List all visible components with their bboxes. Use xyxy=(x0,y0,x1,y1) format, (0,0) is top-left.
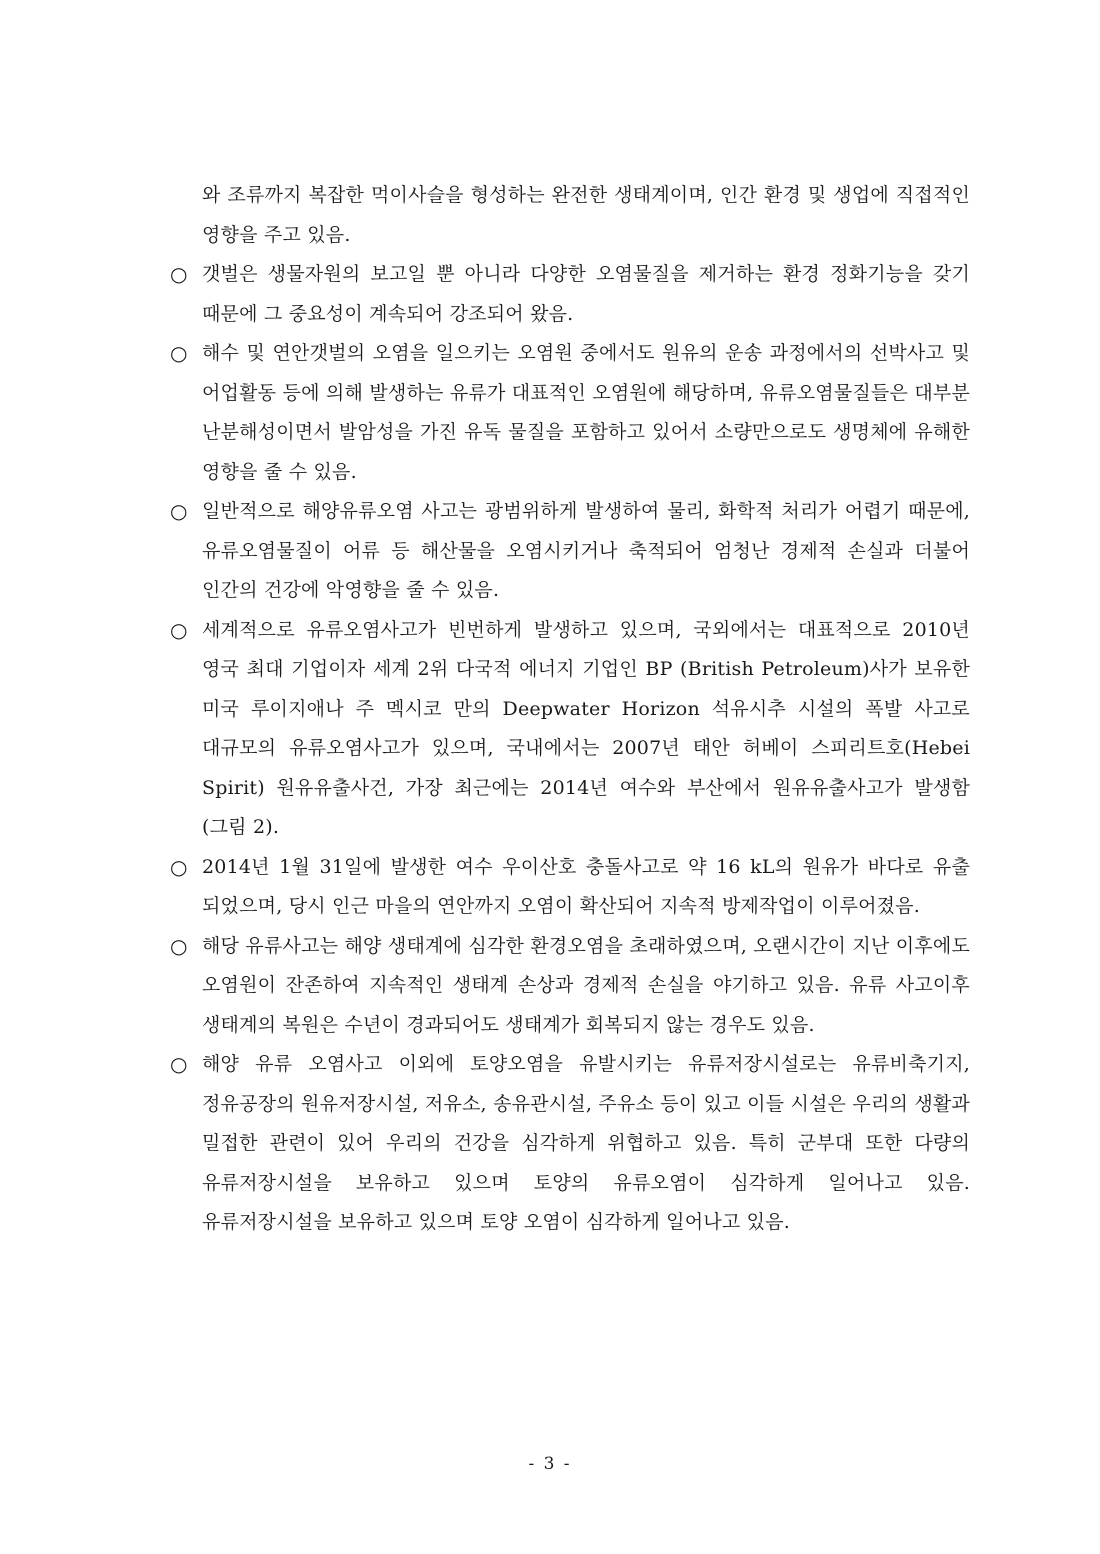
bullet-paragraph xyxy=(170,848,970,927)
bullet-circle-icon: ○ xyxy=(170,617,188,642)
bullet-circle-icon: ○ xyxy=(170,1052,188,1076)
bullet-paragraph xyxy=(170,492,970,611)
paragraph-text: 2014년 1월 31일에 발생한 여수 우이산호 충돌사고로 약 16 kL의 원유가 바다로 유출 되었으며, 당시 인근 마을의 연안까지 오염이 확산되어 지속적 방제작업이 이루어졌음. xyxy=(202,855,970,917)
paragraph-text: 일반적으로 해양유류오염 사고는 광범위하게 발생하여 물리, 화학적 처리가 어렵기 때문에, 유류오염물질이 어류 등 해산물을 오염시키거나 축적되어 엄청난 경제적 손실과 더불어 인간의 건강에 악영향을 줄 수 있음. xyxy=(202,500,970,601)
paragraph-text: 와 조류까지 복잡한 먹이사슬을 형성하는 완전한 생태계이며, 인간 환경 및 생업에 직접적인 영향을 주고 있음. xyxy=(202,184,970,246)
paragraph-text: 해양 유류 오염사고 이외에 토양오염을 유발시키는 유류저장시설로는 유류비축기지, 정유공장의 원유저장시설, 저유소, 송유관시설, 주유소 등이 있고 이들 시설은 우리의 생활과 밀접한 관련이 있어 우리의 건강을 심각하게 위협하고 있음. 특히 군부대 또한 다량의 유류저장시설을 보유하고 있으며 토양의 유류오염이 심각하게 일어나고 있음. 유류저장시설을 보유하고 있으며 토양 오염이 심각하게 일어나고 있음. xyxy=(202,1053,970,1233)
body-text xyxy=(170,176,970,1243)
bullet-circle-icon: ○ xyxy=(170,933,188,958)
bullet-circle-icon: ○ xyxy=(170,341,188,365)
paragraph-text: 세계적으로 유류오염사고가 빈번하게 발생하고 있으며, 국외에서는 대표적으로 2010년 영국 최대 기업이자 세계 2위 다국적 에너지 기업인 BP (British Petroleum)사가 보유한 미국 루이지애나 주 멕시코 만의 Deepwater Horizon 석유시추 시설의 폭발 사고로 대규모의 유류오염사고가 있으며, 국내에서는 2007년 태안 허베이 스피리트호(Hebei Spirit) 원유유출사건, 가장 최근에는 2014년 여수와 부산에서 원유유출사고가 발생함(그림 2). xyxy=(202,618,970,838)
bullet-paragraph xyxy=(170,334,970,492)
bullet-paragraph xyxy=(170,255,970,334)
bullet-paragraph xyxy=(170,611,970,848)
bullet-circle-icon: ○ xyxy=(170,262,188,286)
paragraph-text: 해당 유류사고는 해양 생태계에 심각한 환경오염을 초래하였으며, 오랜시간이 지난 이후에도 오염원이 잔존하여 지속적인 생태계 손상과 경제적 손실을 야기하고 있음. 유류 사고이후 생태계의 복원은 수년이 경과되어도 생태계가 회복되지 않는 경우도 있음. xyxy=(202,934,970,1036)
page-number: - 3 - xyxy=(528,1454,572,1474)
paragraph-continuation xyxy=(170,176,970,255)
bullet-circle-icon: ○ xyxy=(170,499,188,523)
bullet-circle-icon: ○ xyxy=(170,854,188,879)
paragraph-text: 갯벌은 생물자원의 보고일 뿐 아니라 다양한 오염물질을 제거하는 환경 정화기능을 갖기 때문에 그 중요성이 계속되어 강조되어 왔음. xyxy=(202,263,970,325)
bullet-paragraph xyxy=(170,1045,970,1243)
bullet-paragraph xyxy=(170,927,970,1046)
paragraph-text: 해수 및 연안갯벌의 오염을 일으키는 오염원 중에서도 원유의 운송 과정에서의 선박사고 및 어업활동 등에 의해 발생하는 유류가 대표적인 오염원에 해당하며, 유류오염물질들은 대부분 난분해성이면서 발암성을 가진 유독 물질을 포함하고 있어서 소량만으로도 생명체에 유해한 영향을 줄 수 있음. xyxy=(202,342,970,483)
